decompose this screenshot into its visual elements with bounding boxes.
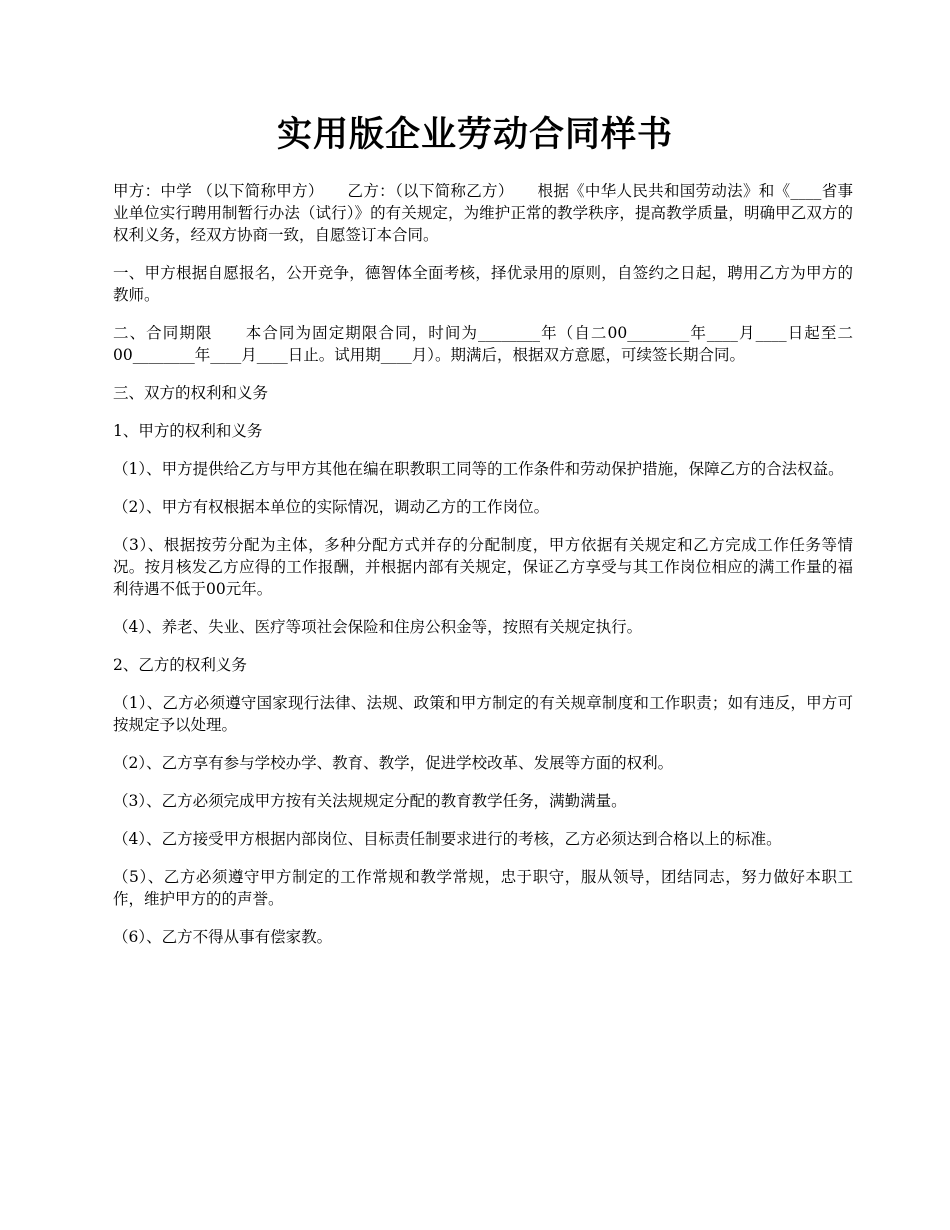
paragraph-party-a-item-3: （3）、根据按劳分配为主体，多种分配方式并存的分配制度，甲方依据有关规定和乙方完成工作任务等情况。按月核发乙方应得的工作报酬，并根据内部有关规定，保证乙方享受与其工作岗位相应的满工作量的福利待遇不低于00元年。 bbox=[113, 536, 853, 598]
paragraph-party-b-item-5: （5）、乙方必须遵守甲方制定的工作常规和教学常规，忠于职守，服从领导，团结同志，努力做好本职工作，维护甲方的的声誉。 bbox=[113, 868, 853, 908]
document-title: 实用版企业劳动合同样书 bbox=[276, 114, 673, 155]
paragraph-party-a-item-4: （4）、养老、失业、医疗等项社会保险和住房公积金等，按照有关规定执行。 bbox=[113, 618, 643, 636]
paragraph-party-a-item-1: （1）、甲方提供给乙方与甲方其他在编在职教职工同等的工作条件和劳动保护措施，保障乙方的合法权益。 bbox=[113, 460, 844, 478]
paragraph-party-b-item-4: （4）、乙方接受甲方根据内部岗位、目标责任制要求进行的考核，乙方必须达到合格以上的标准。 bbox=[113, 830, 782, 848]
paragraph-party-b-heading: 2、乙方的权利义务 bbox=[113, 656, 247, 674]
paragraph-party-b-item-6: （6）、乙方不得从事有偿家教。 bbox=[113, 928, 333, 946]
document-body bbox=[113, 180, 853, 964]
paragraph-clause-1: 一、甲方根据自愿报名，公开竞争，德智体全面考核，择优录用的原则，自签约之日起，聘用乙方为甲方的教师。 bbox=[113, 264, 853, 304]
paragraph-preamble: 甲方：中学 （以下简称甲方） 乙方：（以下简称乙方） 根据《中华人民共和国劳动法》和《____省事业单位实行聘用制暂行办法（试行）》的有关规定，为维护正常的教学秩序，提高教学质量，明确甲乙双方的权利义务，经双方协商一致，自愿签订本合同。 bbox=[113, 182, 853, 244]
paragraph-party-b-item-3: （3）、乙方必须完成甲方按有关法规规定分配的教育教学任务，满勤满量。 bbox=[113, 792, 627, 810]
paragraph-clause-2-term: 二、合同期限 本合同为固定期限合同，时间为________年（自二00________年____月____日起至二00________年____月____日止。试用期____月）。期满后，根据双方意愿，可续签长期合同。 bbox=[113, 324, 853, 364]
paragraph-party-a-item-2: （2）、甲方有权根据本单位的实际情况，调动乙方的工作岗位。 bbox=[113, 498, 550, 516]
paragraph-party-a-heading: 1、甲方的权利和义务 bbox=[113, 422, 263, 440]
paragraph-clause-3-heading: 三、双方的权利和义务 bbox=[113, 384, 269, 402]
paragraph-party-b-item-1: （1）、乙方必须遵守国家现行法律、法规、政策和甲方制定的有关规章制度和工作职责；如有违反，甲方可按规定予以处理。 bbox=[113, 694, 853, 734]
paragraph-party-b-item-2: （2）、乙方享有参与学校办学、教育、教学，促进学校改革、发展等方面的权利。 bbox=[113, 754, 674, 772]
